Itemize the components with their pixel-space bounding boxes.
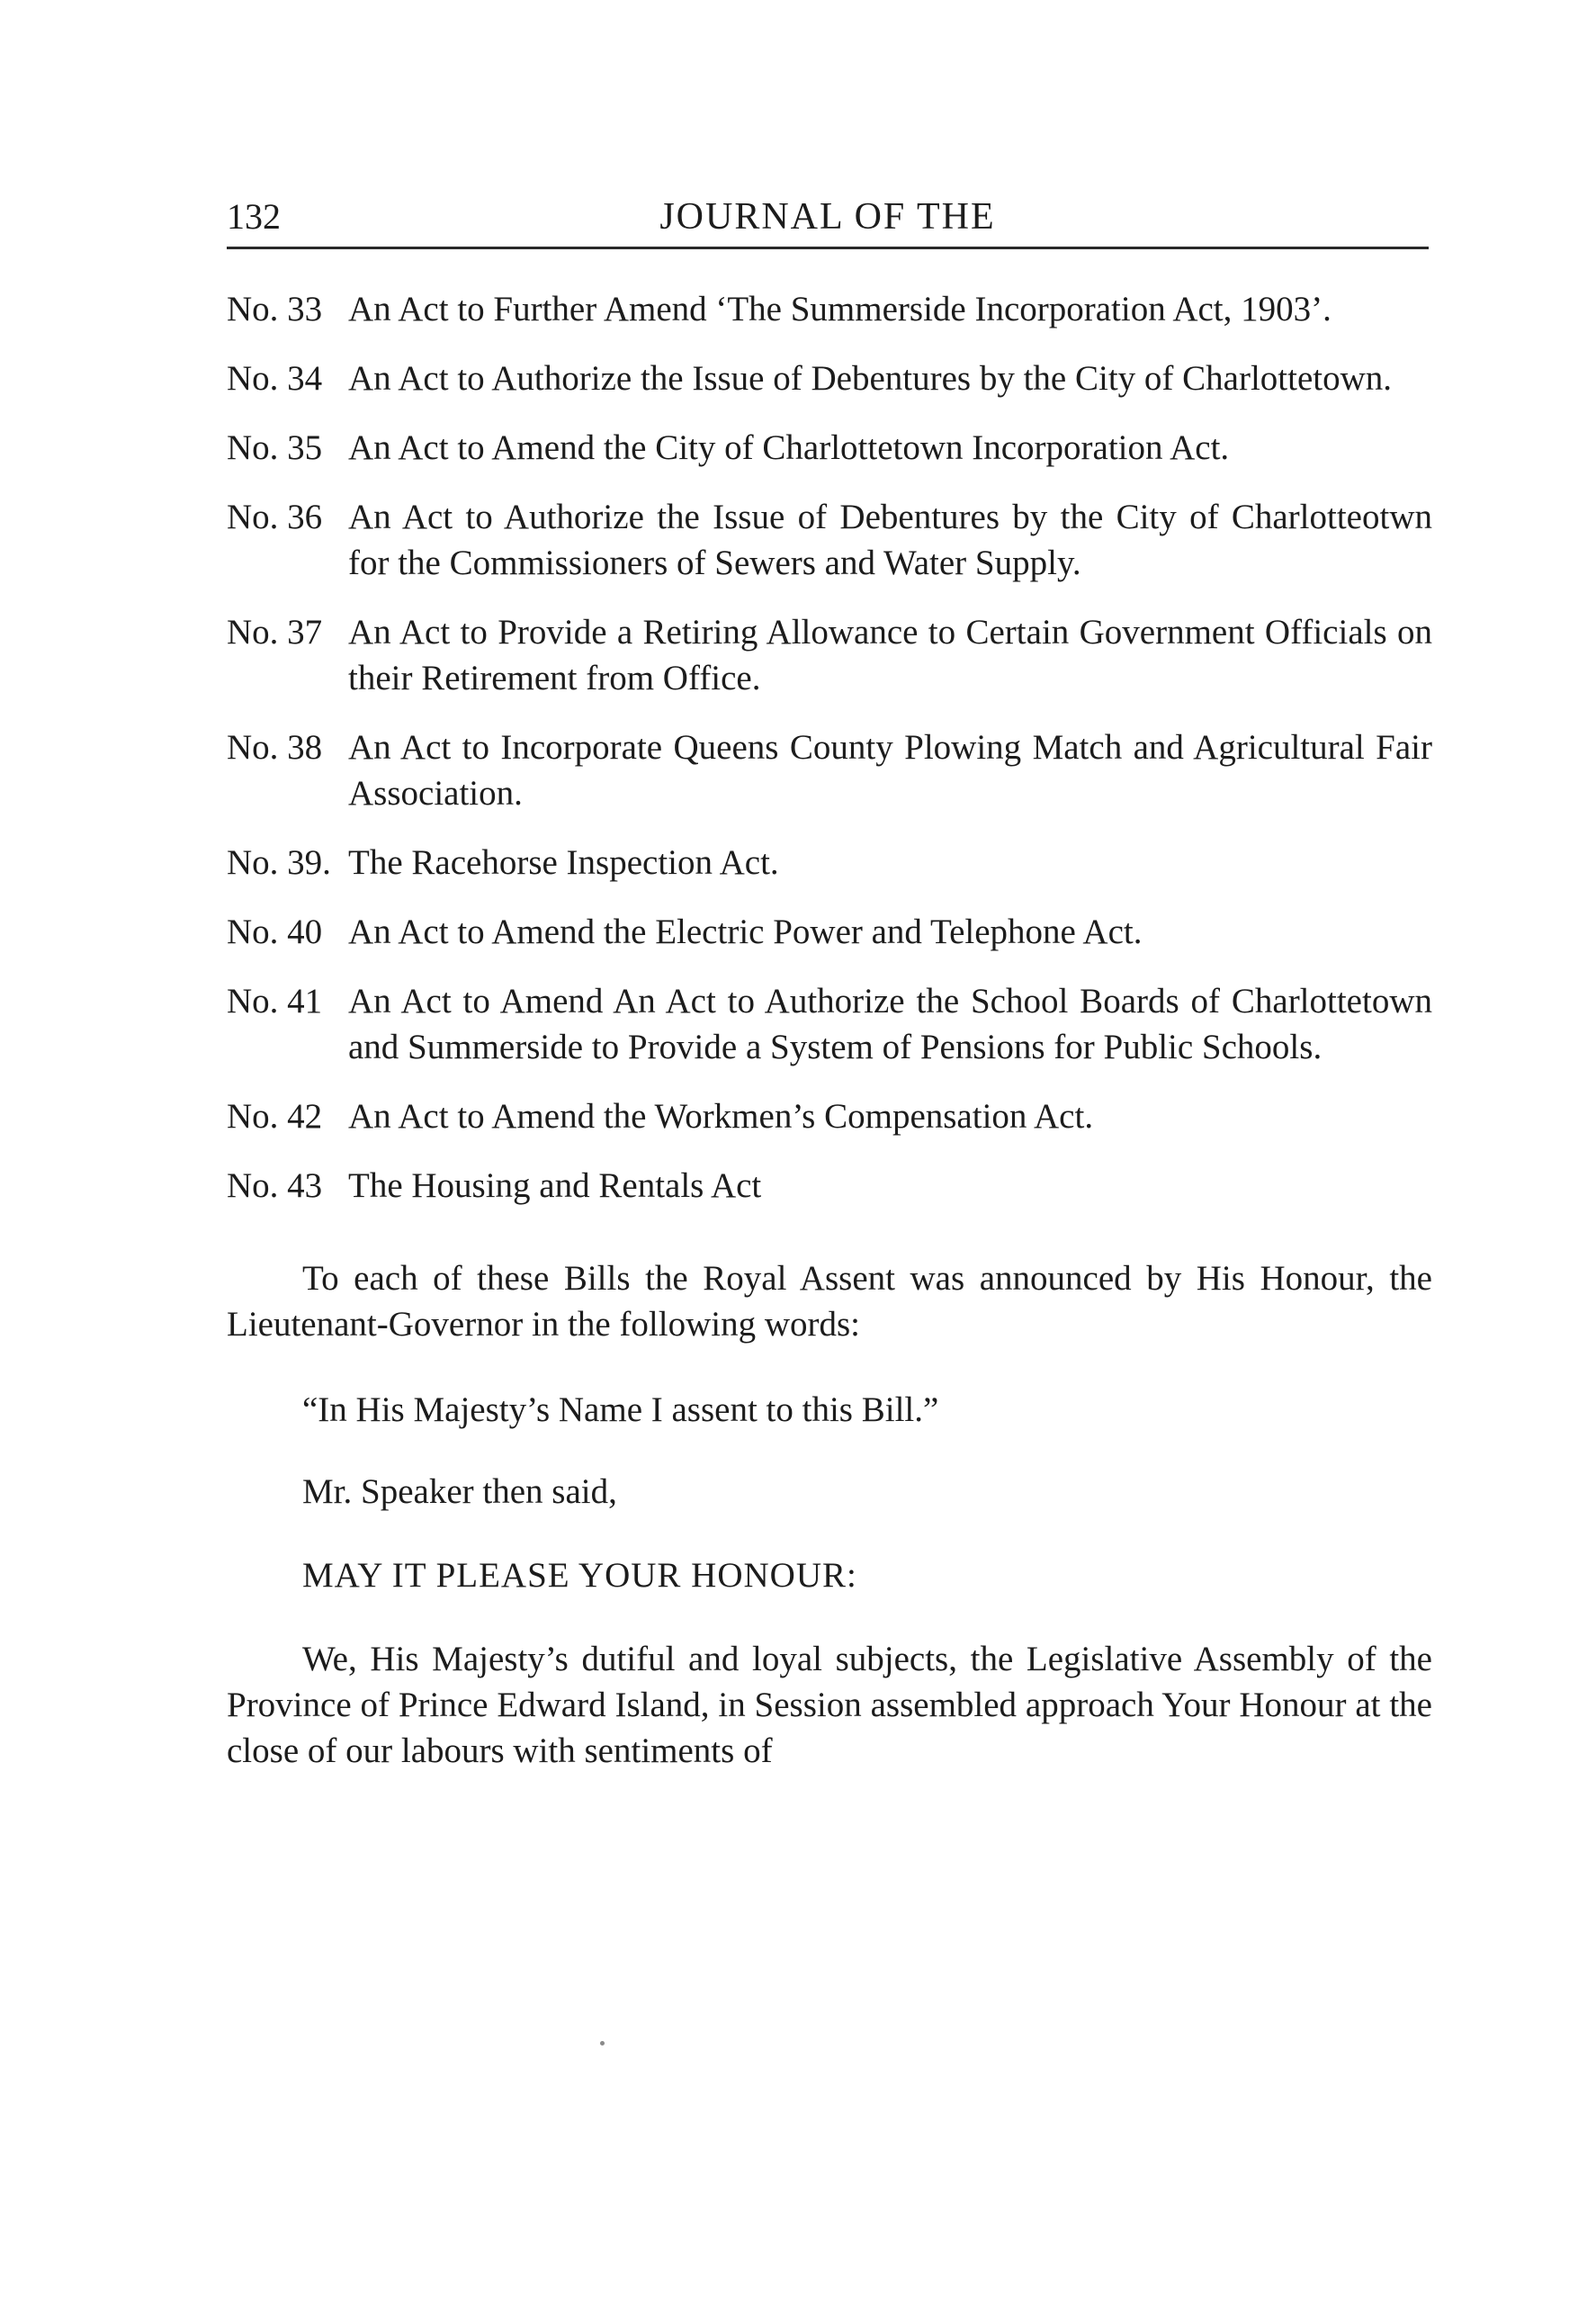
act-item (227, 609, 1432, 701)
ink-speck (600, 2041, 605, 2046)
act-item (227, 978, 1432, 1070)
act-item (227, 355, 1432, 401)
salutation: MAY IT PLEASE YOUR HONOUR: (302, 1556, 857, 1595)
assent-paragraph: To each of these Bills the Royal Assent was announced by His Honour, the Lieutenant-Governor in the following words: (227, 1259, 1432, 1344)
act-title: An Act to Amend the Workmen’s Compensation Act. (348, 1097, 1094, 1136)
act-item (227, 724, 1432, 816)
act-title: An Act to Amend An Act to Authorize the School Boards of Charlottetown and Summerside to Provide a System of Pensions for Public Schools. (348, 982, 1432, 1066)
act-title: The Housing and Rentals Act (348, 1166, 762, 1205)
act-number: No. 36 (227, 498, 323, 536)
act-number: No. 39. (227, 843, 331, 882)
act-title: An Act to Amend the City of Charlottetown Incorporation Act. (348, 428, 1230, 467)
act-number: No. 33 (227, 290, 323, 328)
page-number: 132 (227, 196, 281, 237)
speaker-said: Mr. Speaker then said, (302, 1472, 617, 1511)
act-title: The Racehorse Inspection Act. (348, 843, 779, 882)
act-number: No. 38 (227, 728, 323, 767)
act-number: No. 43 (227, 1166, 323, 1205)
page-body (227, 286, 1432, 1774)
address-paragraph: We, His Majesty’s dutiful and loyal subjects, the Legislative Assembly of the Province of Prince Edward Island, in Session assembled approach Your Honour at the close of our labours with sentiments of (227, 1640, 1432, 1770)
act-number: No. 34 (227, 359, 323, 398)
act-title: An Act to Provide a Retiring Allowance to Certain Government Officials on their Retirement from Office. (348, 613, 1432, 697)
act-item (227, 425, 1432, 471)
act-number: No. 37 (227, 613, 323, 652)
act-title: An Act to Incorporate Queens County Plowing Match and Agricultural Fair Association. (348, 728, 1432, 813)
act-item (227, 494, 1432, 586)
act-item (227, 1163, 1432, 1209)
act-number: No. 40 (227, 913, 323, 951)
running-head: JOURNAL OF THE (659, 196, 996, 238)
act-number: No. 35 (227, 428, 323, 467)
act-title: An Act to Amend the Electric Power and Telephone Act. (348, 913, 1143, 951)
act-number: No. 41 (227, 982, 323, 1021)
act-title: An Act to Further Amend ‘The Summerside Incorporation Act, 1903’. (348, 290, 1331, 328)
act-list (227, 286, 1432, 1209)
page-header (227, 193, 1429, 249)
act-item (227, 286, 1432, 332)
act-item (227, 909, 1432, 955)
act-title: An Act to Authorize the Issue of Debentures by the City of Charlotteotwn for the Commissioners of Sewers and Water Supply. (348, 498, 1432, 582)
act-item (227, 840, 1432, 886)
act-title: An Act to Authorize the Issue of Debentures by the City of Charlottetown. (348, 359, 1393, 398)
act-item (227, 1093, 1432, 1139)
act-number: No. 42 (227, 1097, 323, 1136)
assent-quote: “In His Majesty’s Name I assent to this Bill.” (302, 1390, 939, 1429)
